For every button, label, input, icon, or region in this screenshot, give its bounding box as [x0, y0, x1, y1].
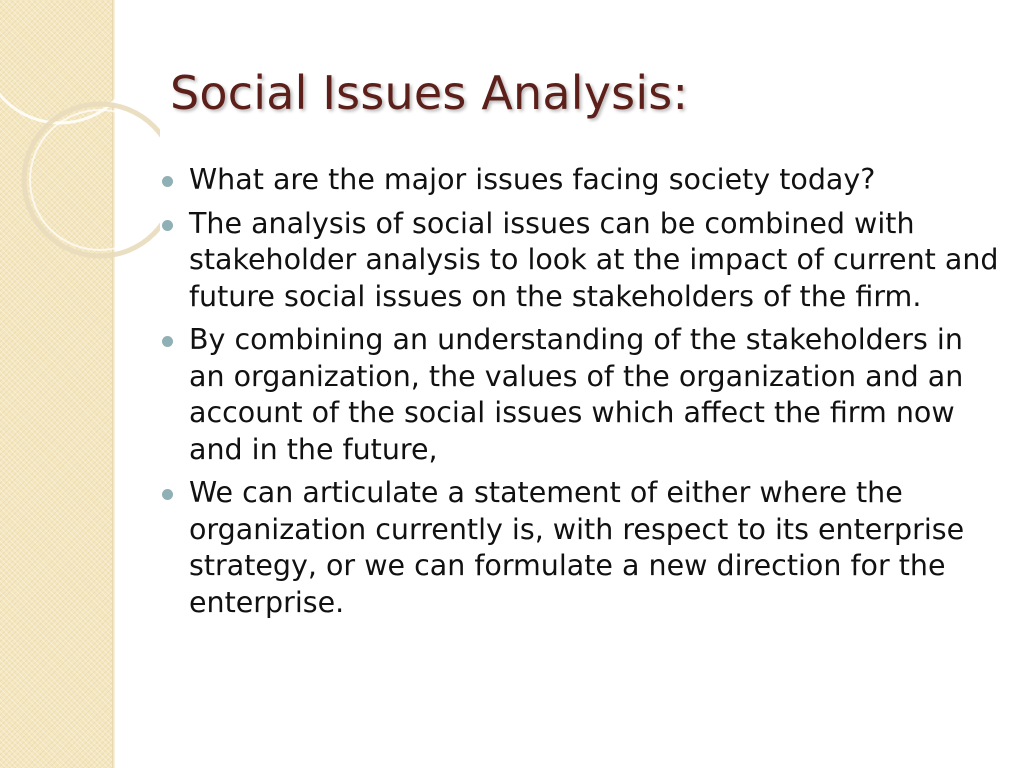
bullet-dot-icon: [162, 336, 173, 347]
bullet-item: [160, 162, 1000, 199]
bullet-item: [160, 206, 1000, 316]
bullet-text: The analysis of social issues can be combined with stakeholder analysis to look at the impact of current and future social issues on the stakeholders of the firm.: [189, 206, 999, 313]
bullet-dot-icon: [162, 176, 173, 187]
bullet-dot-icon: [162, 489, 173, 500]
bullet-item: [160, 322, 1000, 468]
bullet-item: [160, 475, 1000, 621]
decorative-circles: [0, 0, 160, 300]
decorative-circle-ring: [24, 104, 160, 256]
slide-title: Social Issues Analysis:: [170, 66, 689, 120]
bullet-dot-icon: [162, 220, 173, 231]
bullet-text: By combining an understanding of the stakeholders in an organization, the values of the organization and an account of the social issues which affect the firm now and in the future,: [189, 323, 964, 466]
bullet-list: [160, 162, 1000, 628]
bullet-text: We can articulate a statement of either where the organization currently is, with respect to its enterprise strategy, or we can formulate a new direction for the enterprise.: [189, 476, 965, 619]
decorative-circle-inner: [30, 110, 160, 250]
bullet-text: What are the major issues facing society today?: [189, 163, 876, 196]
